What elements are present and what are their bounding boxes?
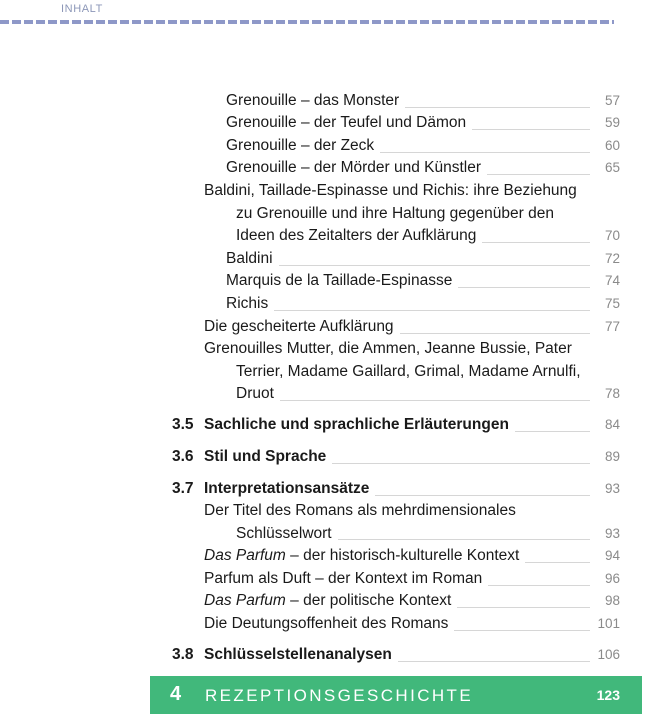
section-title: Interpretationsansätze (204, 478, 375, 501)
book-title-italic: Das Parfum (204, 547, 286, 564)
toc-entry[interactable] (0, 338, 647, 406)
section-number: 3.6 (172, 448, 194, 465)
toc-entry-title: Grenouille – der Teufel und Dämon (226, 112, 472, 135)
chapter-title: REZEPTIONSGESCHICHTE (205, 686, 474, 705)
book-title-italic: Das Parfum (204, 592, 286, 609)
toc-section-3-7[interactable] (0, 478, 647, 501)
toc-entry[interactable] (0, 248, 647, 271)
toc-page-number: 60 (604, 138, 620, 153)
section-title: Schlüsselstellenanalysen (204, 644, 398, 667)
toc-page-number: 75 (604, 296, 620, 311)
toc-entry[interactable] (0, 293, 647, 316)
dashed-rule (0, 20, 614, 24)
toc-page-number: 93 (604, 481, 620, 496)
toc-entry[interactable] (0, 316, 647, 339)
toc-page-number: 74 (604, 273, 620, 288)
toc-entry-title: Grenouille – das Monster (226, 90, 405, 113)
toc-entry-title: Grenouille – der Mörder und Künstler (226, 157, 487, 180)
toc-entry-title: Die gescheiterte Aufklärung (204, 316, 400, 339)
toc-entry[interactable] (0, 270, 647, 293)
toc-entry-title: Die Deutungsoffenheit des Romans (204, 613, 454, 636)
toc-entry-title: Richis (226, 293, 274, 316)
toc-entry[interactable] (0, 112, 647, 135)
section-number: 3.8 (172, 646, 194, 663)
toc-page-number: 106 (597, 647, 620, 662)
toc-page-number: 57 (604, 93, 620, 108)
section-number: 3.5 (172, 416, 194, 433)
toc-entry-title: Baldini (226, 248, 279, 271)
section-title: Sachliche und sprachliche Erläuterungen (204, 414, 515, 437)
toc-page-number: 93 (604, 525, 620, 541)
toc-page-number: 94 (604, 548, 620, 563)
toc-page-number: 65 (604, 160, 620, 175)
toc-section-3-6[interactable] (0, 446, 647, 469)
toc-entry-line: Der Titel des Romans als mehrdimensionales (204, 502, 516, 519)
toc-page-number: 101 (597, 616, 620, 631)
toc-page-number: 96 (604, 571, 620, 586)
toc-entry-title: Druot (236, 383, 280, 406)
toc-entry[interactable] (0, 545, 647, 568)
toc-entry[interactable] (0, 157, 647, 180)
toc-entry[interactable] (0, 90, 647, 113)
toc-page-number: 77 (604, 319, 620, 334)
toc-entry[interactable] (0, 500, 647, 545)
section-title: Stil und Sprache (204, 446, 332, 469)
toc-entry-rest: – der historisch-kulturelle Kontext (285, 547, 520, 564)
toc-page-number: 89 (604, 449, 620, 464)
toc-entry-rest: – der politische Kontext (285, 592, 452, 609)
toc-page-number: 84 (604, 417, 620, 432)
toc-page-number: 98 (604, 593, 620, 608)
toc-entry-title: Ideen des Zeitalters der Aufklärung (236, 225, 482, 248)
toc-section-3-8[interactable] (0, 644, 647, 667)
toc-entry-line: Baldini, Taillade-Espinasse und Richis: ihre Beziehung (204, 182, 577, 199)
toc-entry[interactable] (0, 568, 647, 591)
toc-page-number: 70 (604, 228, 620, 243)
toc-entry-title: Grenouille – der Zeck (226, 135, 380, 158)
toc-entry-title: Parfum als Duft – der Kontext im Roman (204, 568, 488, 591)
toc-entry[interactable] (0, 135, 647, 158)
chapter-page-number: 123 (596, 687, 620, 703)
toc-page-number: 72 (604, 251, 620, 266)
toc-entry-title (204, 590, 457, 613)
toc-entry[interactable] (0, 180, 647, 248)
section-number: 3.7 (172, 480, 194, 497)
toc-entry-title (204, 545, 525, 568)
chapter-4-bar[interactable] (150, 676, 642, 714)
toc-entry-line: Terrier, Madame Gaillard, Grimal, Madame Arnulfi, (236, 362, 581, 380)
toc-entry-title: Schlüsselwort (236, 523, 338, 546)
toc-entry[interactable] (0, 613, 647, 636)
toc-entry-line: zu Grenouille und ihre Haltung gegenüber den (236, 204, 554, 222)
toc-entry-title: Marquis de la Taillade-Espinasse (226, 270, 458, 293)
toc-entry[interactable] (0, 590, 647, 613)
toc-entry-line: Grenouilles Mutter, die Ammen, Jeanne Bussie, Pater (204, 340, 572, 357)
toc-section-3-5[interactable] (0, 414, 647, 437)
toc-page-number: 59 (604, 115, 620, 130)
toc-page-number: 78 (604, 386, 620, 401)
chapter-number: 4 (170, 683, 182, 705)
running-head: INHALT (61, 3, 103, 15)
